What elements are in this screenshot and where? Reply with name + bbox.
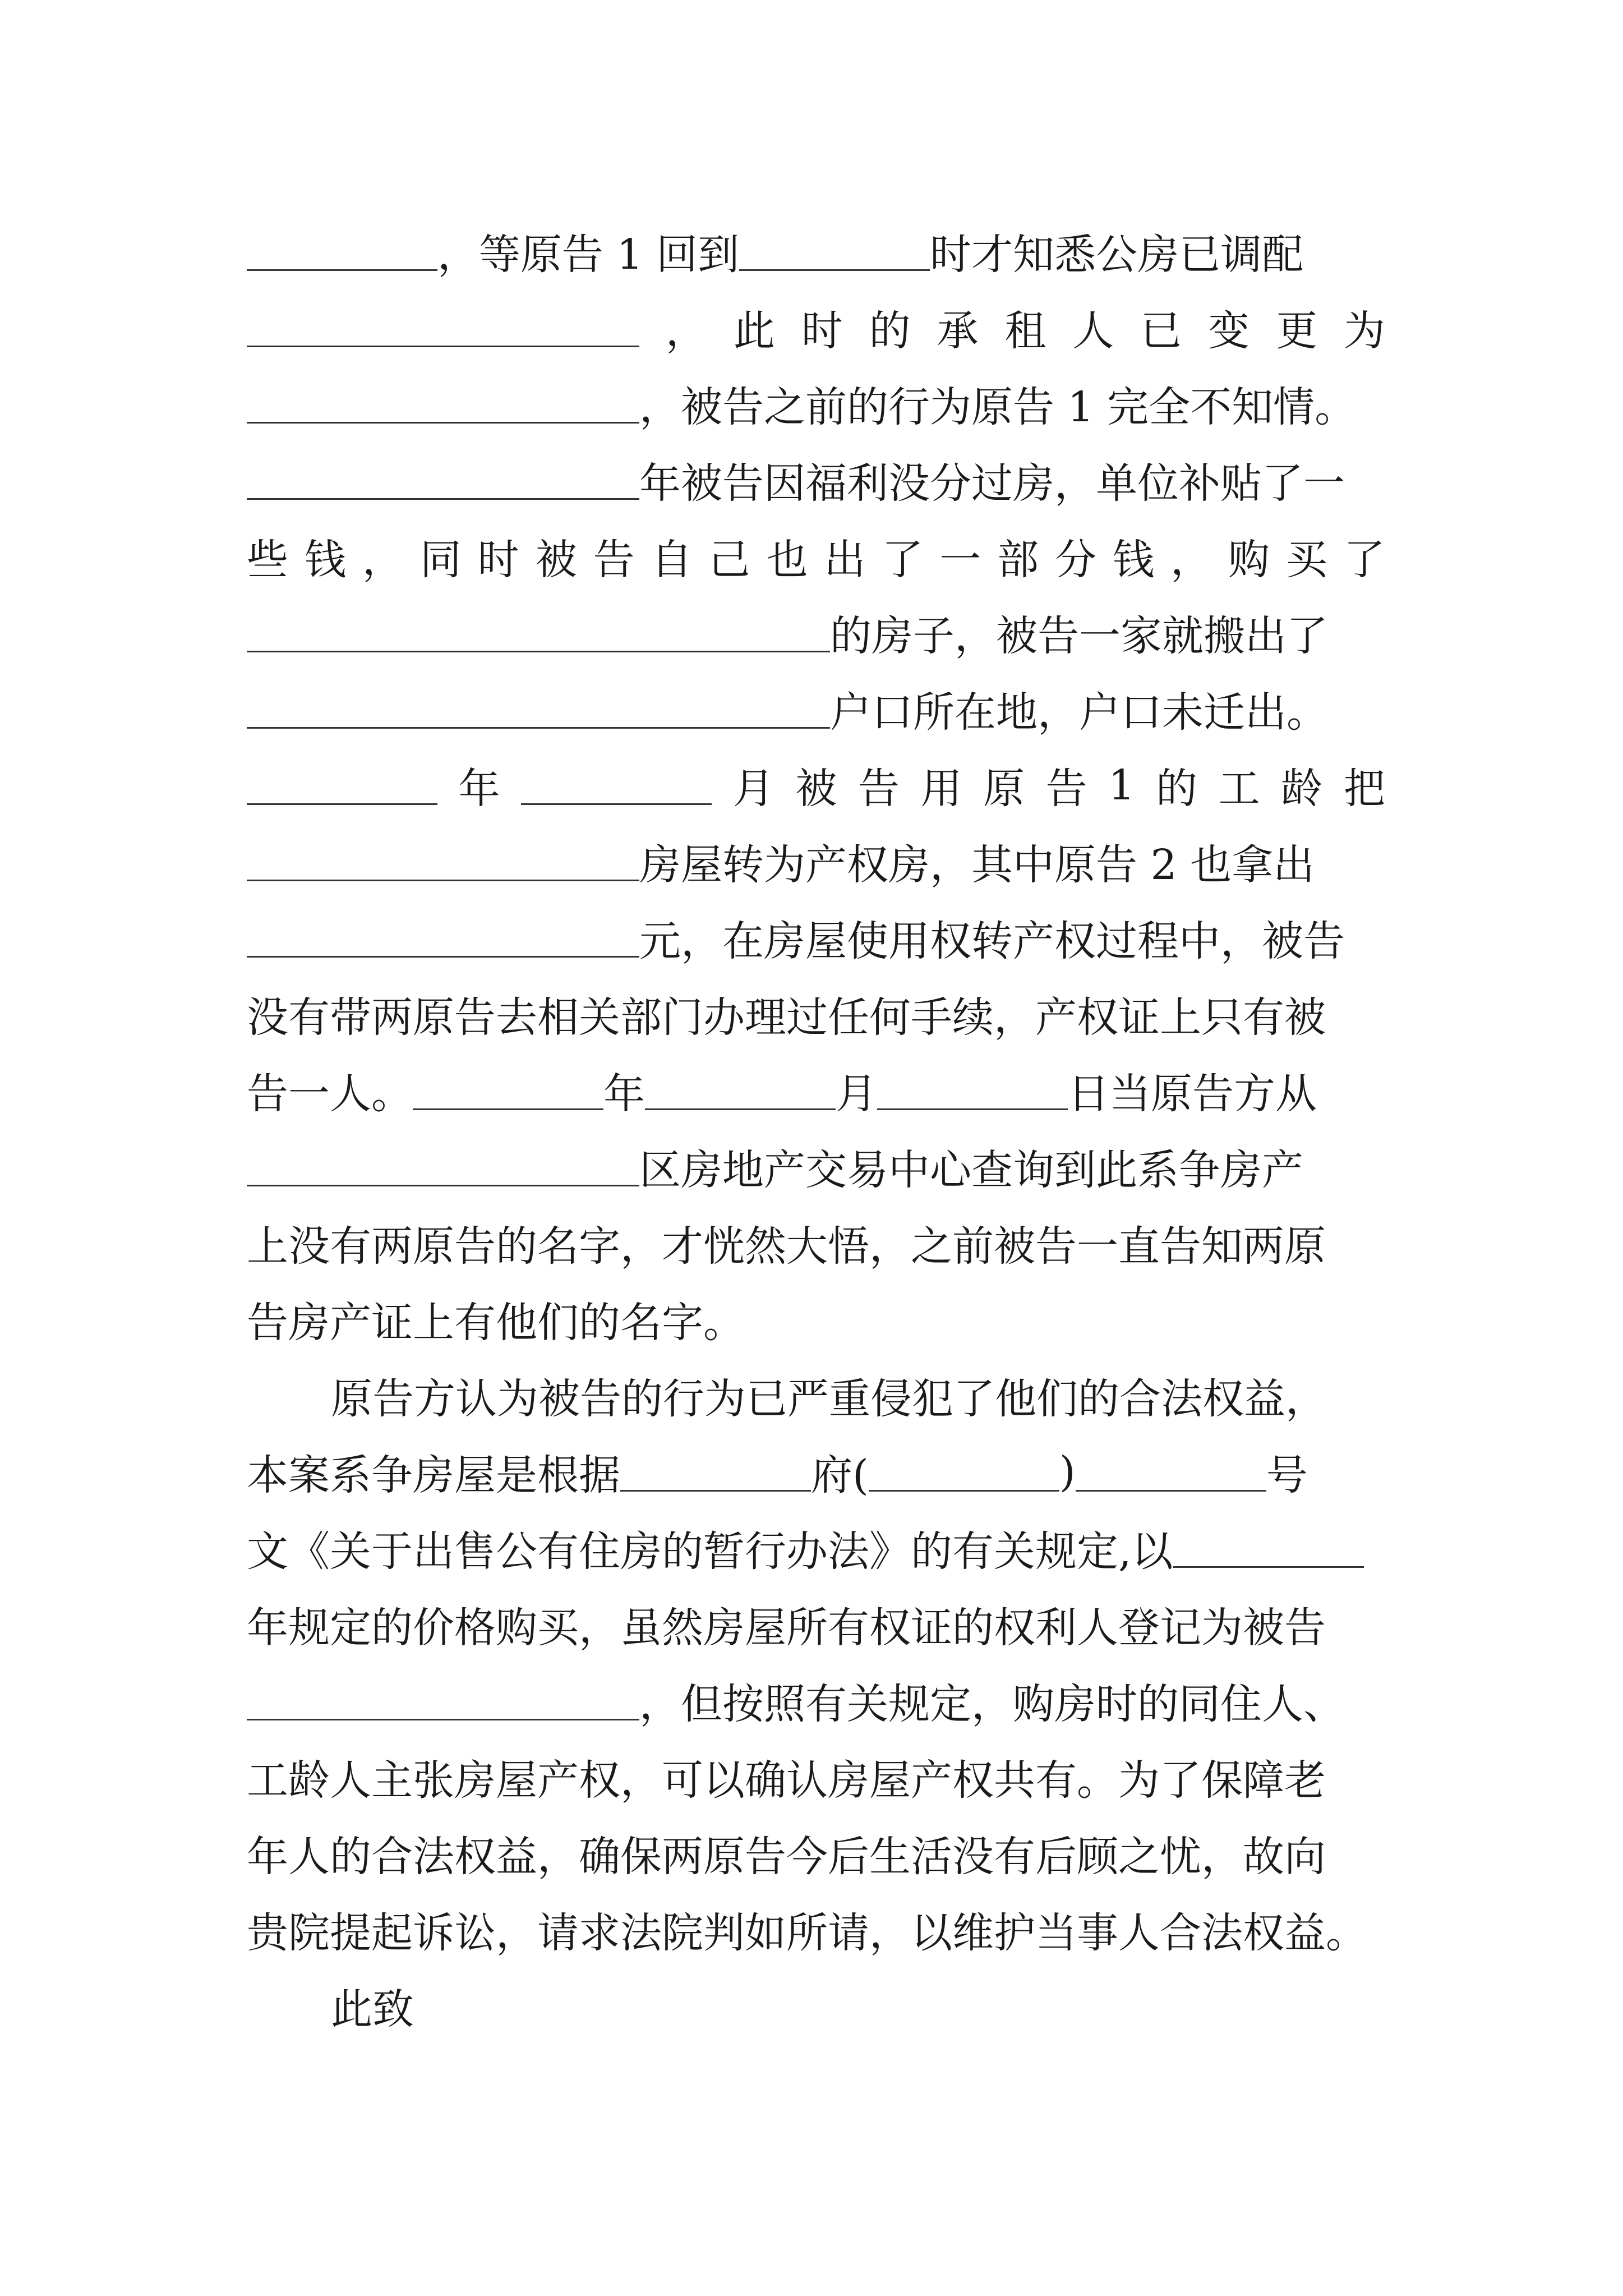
text-char: 年 [458, 765, 500, 813]
fill-blank [247, 919, 639, 958]
text-segment: ，被告之前的行为原告 1 完全不知情。 [639, 383, 1357, 431]
text-segment: ，等原告 1 回到 [437, 231, 740, 279]
text-line [247, 289, 1385, 366]
text-char: 租 [1004, 307, 1046, 355]
text-char: ， [362, 536, 404, 584]
text-char: 龄 [1281, 765, 1323, 813]
text-char: 出 [824, 536, 866, 584]
fill-blank [645, 1071, 836, 1110]
text-line [247, 1281, 1385, 1358]
text-segment: 工龄人主张房屋产权，可以确认房屋产权共有。为了保障老 [247, 1756, 1326, 1805]
fill-blank [247, 1148, 639, 1186]
text-char: 把 [1343, 765, 1385, 813]
text-char: 已 [1140, 307, 1182, 355]
text-line [247, 518, 1385, 595]
text-line [247, 1739, 1385, 1815]
fill-blank [247, 690, 830, 729]
text-char: 此 [733, 307, 775, 355]
text-segment: 贵院提起诉讼，请求法院判如所请，以维护当事人合法权益。 [247, 1909, 1367, 1957]
fill-blank [247, 385, 639, 424]
text-char: 被 [535, 536, 577, 584]
text-char: 同 [419, 536, 462, 584]
text-char: 时 [801, 307, 843, 355]
text-char: 为 [1343, 307, 1385, 355]
text-segment: 府( [811, 1451, 869, 1499]
text-char: 月 [732, 765, 774, 813]
text-segment: 时才知悉公房已调配 [930, 231, 1304, 279]
text-segment: 告一人。 [247, 1070, 413, 1118]
text-char: 些 [247, 536, 288, 584]
fill-blank [247, 1682, 639, 1720]
text-char: 自 [651, 536, 693, 584]
fill-blank [739, 232, 930, 271]
text-segment: 本案系争房屋是根据 [247, 1451, 620, 1499]
text-char: 人 [1072, 307, 1114, 355]
fill-blank [521, 766, 712, 805]
text-char: 的 [869, 307, 911, 355]
fill-blank [620, 1453, 811, 1492]
text-char: 部 [997, 536, 1039, 584]
closing-salutation: 此致 [331, 1985, 414, 2033]
fill-blank [247, 461, 639, 500]
text-segment: 月 [836, 1070, 877, 1118]
fill-blank [877, 1071, 1068, 1110]
text-segment: 年人的合法权益，确保两原告今后生活没有后顾之忧，故向 [247, 1833, 1326, 1881]
text-char: 告 [857, 765, 900, 813]
text-segment: ) [1059, 1448, 1076, 1496]
complaint-body [247, 213, 1385, 2044]
text-segment: 日当原告方从 [1068, 1070, 1317, 1118]
text-segment: 年被告因福利没分过房，单位补贴了一 [639, 459, 1345, 508]
text-char: 的 [1156, 765, 1198, 813]
text-segment: 没有带两原告去相关部门办理过任何手续，产权证上只有被 [247, 993, 1326, 1042]
text-char: 分 [1055, 536, 1097, 584]
text-line [247, 1510, 1385, 1586]
text-segment: 元，在房屋使用权转产权过程中，被告 [639, 917, 1345, 965]
text-char: 一 [939, 536, 981, 584]
text-segment: 区房地产交易中心查询到此系争房产 [639, 1146, 1303, 1194]
text-char: ， [1170, 536, 1212, 584]
text-char: 更 [1276, 307, 1318, 355]
text-segment: 房屋转为产权房，其中原告 2 也拿出 [639, 841, 1315, 889]
text-line [247, 1205, 1385, 1281]
fill-blank [1173, 1529, 1364, 1568]
text-line [247, 213, 1385, 289]
text-segment: 告房产证上有他们的名字。 [247, 1299, 745, 1347]
text-segment: 的房子，被告一家就搬出了 [830, 612, 1328, 660]
text-char: 购 [1228, 536, 1270, 584]
text-line [247, 1663, 1385, 1739]
text-segment: 文《关于出售公有住房的暂行办法》的有关规定,以 [247, 1527, 1173, 1576]
fill-blank [247, 843, 639, 881]
text-line [247, 1434, 1385, 1510]
text-char: ， [665, 307, 707, 355]
text-line [247, 823, 1385, 900]
fill-blank [1076, 1453, 1266, 1492]
text-line [247, 1358, 1385, 1434]
text-line [247, 1892, 1385, 1968]
fill-blank [413, 1071, 603, 1110]
text-line [247, 1815, 1385, 1892]
text-segment: 年 [603, 1070, 645, 1118]
fill-blank [247, 232, 437, 271]
text-char: 时 [477, 536, 519, 584]
text-char: 钱 [304, 536, 346, 584]
text-line [247, 747, 1385, 823]
text-line [247, 900, 1385, 976]
text-segment: 号 [1266, 1451, 1308, 1499]
text-char: 了 [882, 536, 924, 584]
text-segment: 原告方认为被告的行为已严重侵犯了他们的合法权益， [331, 1375, 1327, 1423]
text-char: 被 [795, 765, 837, 813]
text-char: 买 [1285, 536, 1327, 584]
text-line [247, 1052, 1385, 1129]
text-line [247, 1968, 1385, 2044]
text-char: 原 [983, 765, 1025, 813]
text-char: 己 [708, 536, 750, 584]
fill-blank [869, 1453, 1059, 1492]
text-char: 钱 [1113, 536, 1155, 584]
fill-blank [247, 614, 830, 652]
text-char: 用 [920, 765, 962, 813]
text-segment: ，但按照有关规定，购房时的同住人、 [639, 1680, 1345, 1728]
fill-blank [247, 309, 639, 347]
text-segment: 上没有两原告的名字，才恍然大悟，之前被告一直告知两原 [247, 1222, 1326, 1271]
text-char: 1 [1108, 761, 1135, 809]
text-char: 也 [766, 536, 808, 584]
text-segment: 户口所在地，户口未迁出。 [830, 688, 1328, 737]
text-char: 告 [1045, 765, 1087, 813]
text-line [247, 671, 1385, 747]
text-segment: 年规定的价格购买，虽然房屋所有权证的权利人登记为被告 [247, 1604, 1326, 1652]
text-line [247, 1129, 1385, 1205]
text-line [247, 1586, 1385, 1663]
text-char: 工 [1218, 765, 1260, 813]
text-char: 承 [937, 307, 979, 355]
text-char: 了 [1343, 536, 1385, 584]
text-line [247, 976, 1385, 1052]
text-char: 变 [1208, 307, 1250, 355]
text-char: 告 [593, 536, 635, 584]
text-line [247, 442, 1385, 518]
text-line [247, 366, 1385, 442]
fill-blank [247, 766, 437, 805]
text-line [247, 595, 1385, 671]
